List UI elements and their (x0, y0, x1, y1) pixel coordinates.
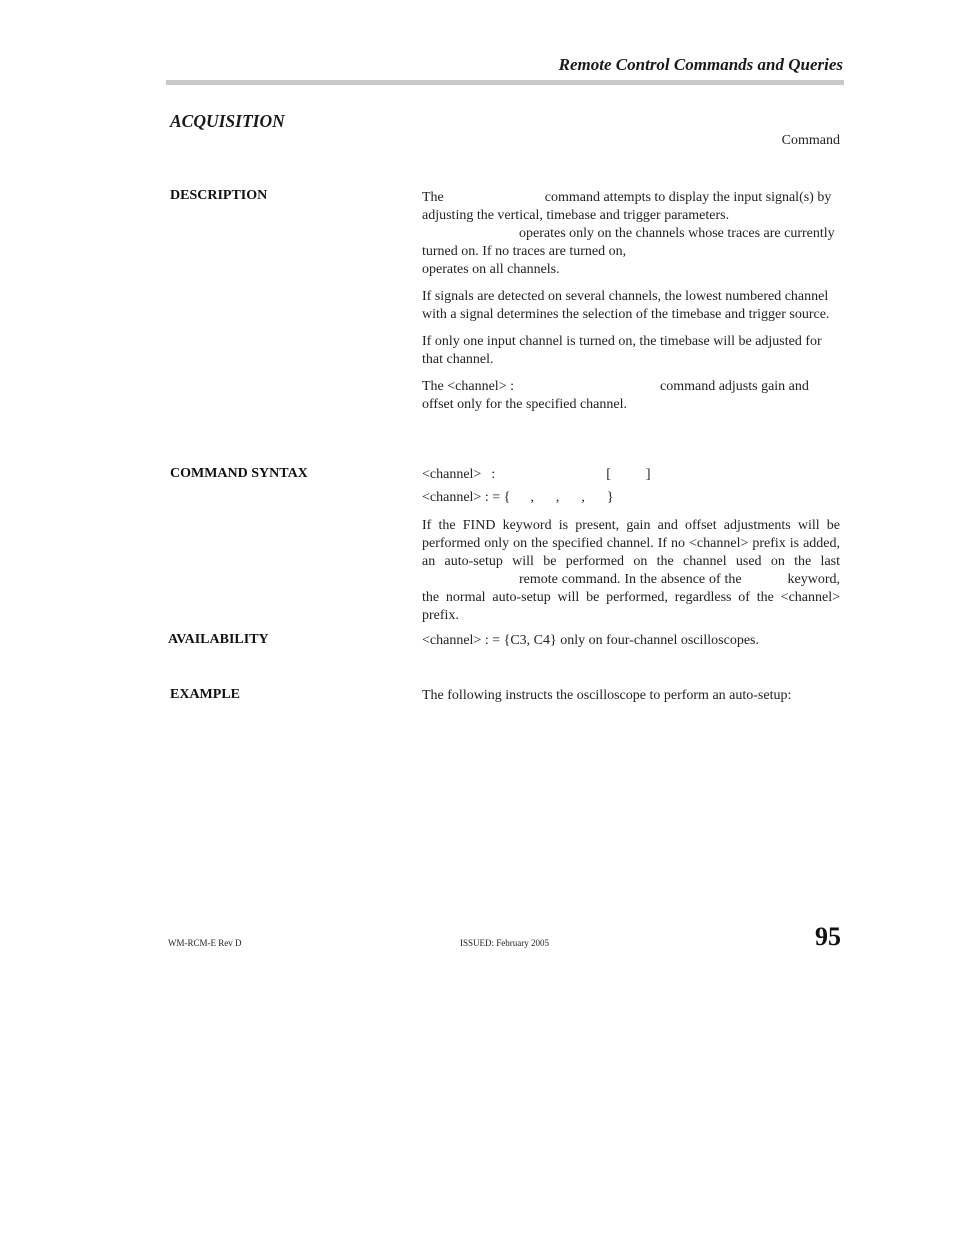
syntax-line-2 (422, 490, 614, 506)
syntax-p-c: keyword, the normal auto-setup will be performed, regardless of the <channel> prefix. (422, 572, 840, 623)
header-rule (166, 80, 844, 85)
page-number: 95 (815, 922, 841, 951)
availability-label: AVAILABILITY (168, 632, 269, 647)
syntax-close-brace: } (606, 490, 614, 505)
footer-issued-date: ISSUED: February 2005 (460, 938, 549, 948)
description-p1-c: operates only on the channels whose traces are currently turned on. If no traces are turned on, (422, 226, 835, 259)
description-paragraph-4 (422, 378, 840, 414)
syntax-p-a: If the FIND keyword is present, gain and offset adjustments will be performed only on the specified channel. If no <channel> prefix is added, an auto-setup will be performed on the channel used on the last (422, 518, 840, 569)
syntax-colon: : (491, 467, 496, 482)
syntax-channel-token: <channel> (422, 467, 482, 482)
command-syntax-label: COMMAND SYNTAX (170, 466, 308, 481)
command-type-label: Command (781, 133, 840, 148)
syntax-sep-3: , (581, 490, 585, 505)
syntax-paragraph (422, 517, 840, 625)
syntax-p-b: remote command. In the absence of the (519, 572, 742, 587)
syntax-open-bracket: [ (606, 467, 611, 482)
description-p4-b: command adjusts gain and offset only for the specified channel. (422, 379, 809, 412)
section-title: ACQUISITION (170, 111, 285, 131)
description-p4-a: The <channel> : (422, 379, 514, 394)
header-title: Remote Control Commands and Queries (558, 55, 843, 74)
description-p1-d: operates on all channels. (422, 262, 560, 277)
syntax-close-bracket: ] (645, 467, 651, 482)
description-label: DESCRIPTION (170, 188, 268, 203)
syntax-channel-def: <channel> : = { (422, 490, 511, 505)
syntax-line-1 (422, 467, 651, 483)
description-p1-b: command attempts to display the input signal(s) by adjusting the vertical, timebase and trigger parameters. (422, 190, 832, 223)
example-text: The following instructs the oscilloscope to perform an auto-setup: (422, 688, 792, 703)
syntax-sep-1: , (530, 490, 534, 505)
availability-text: <channel> : = {C3, C4} only on four-channel oscilloscopes. (422, 633, 760, 648)
footer-doc-id: WM-RCM-E Rev D (168, 938, 242, 948)
description-p1-a: The (422, 190, 444, 205)
description-paragraph-1 (422, 189, 840, 279)
description-paragraph-3: If only one input channel is turned on, the timebase will be adjusted for that channel. (422, 334, 822, 367)
example-label: EXAMPLE (170, 687, 240, 702)
description-paragraph-2: If signals are detected on several channels, the lowest numbered channel with a signal determines the selection of the timebase and trigger source. (422, 289, 830, 322)
syntax-sep-2: , (555, 490, 560, 505)
description-body (422, 189, 840, 423)
syntax-body (422, 517, 840, 634)
